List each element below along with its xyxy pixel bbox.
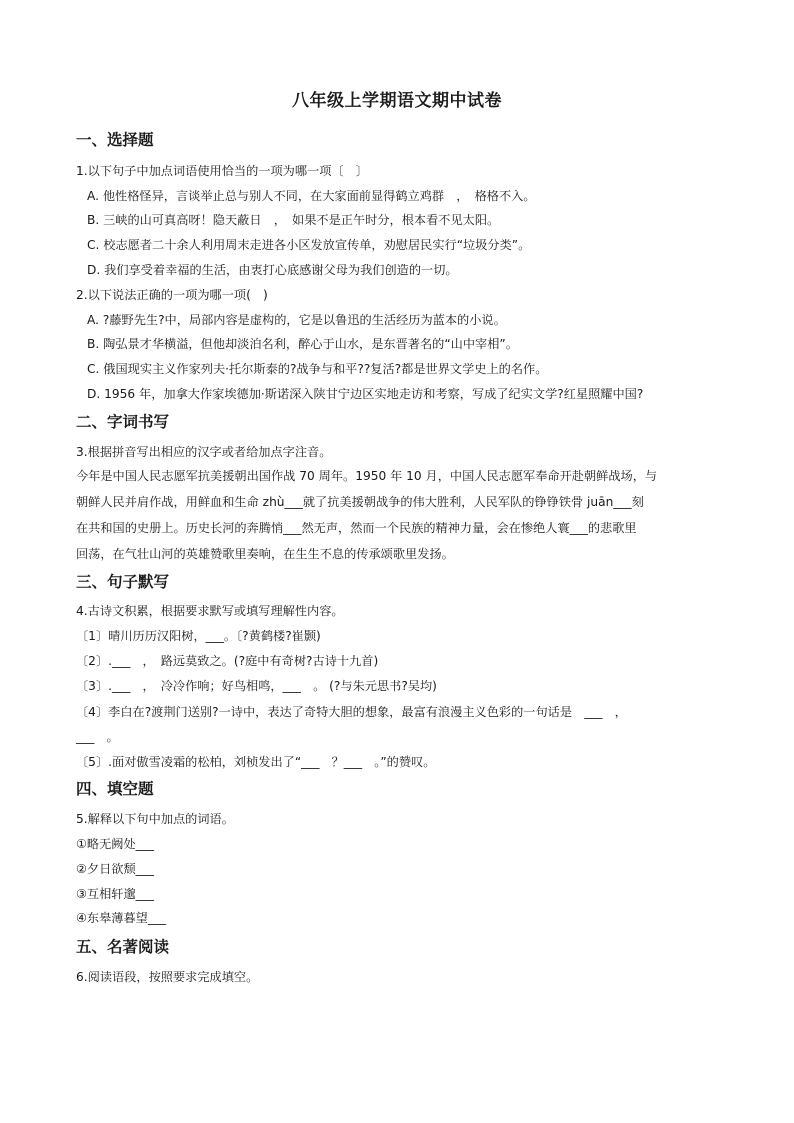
section-heading-fill: 四、填空题 xyxy=(76,780,154,798)
question-3-passage-line: 朝鲜人民并肩作战，用鲜血和生命 zhù___就了抗美援朝战争的伟大胜利，人民军队的铮铮铁骨 juān___刻 xyxy=(76,495,644,509)
question-4-item-1: 〔1〕晴川历历汉阳树，___。〔?黄鹤楼?崔颢) xyxy=(76,629,321,643)
question-2-option-a: A. ?藤野先生?中，局部内容是虚构的，它是以鲁迅的生活经历为蓝本的小说。 xyxy=(87,313,506,327)
question-5-stem: 5.解释以下句中加点的词语。 xyxy=(76,812,234,826)
question-3-passage-line: 在共和国的史册上。历史长河的奔腾悄___然无声，然而一个民族的精神力量，会在惨绝人寰___的悲歌里 xyxy=(76,521,637,535)
question-4-item-4-cont: ___ 。 xyxy=(76,730,119,744)
question-4-item-3: 〔3〕.___ ， 冷冷作响；好鸟相鸣，___ 。 (?与朱元思书?吴均) xyxy=(76,679,437,693)
question-1-option-d: D. 我们享受着幸福的生活，由衷打心底感谢父母为我们创造的一切。 xyxy=(87,263,458,277)
question-1-option-a: A. 他性格怪异，言谈举止总与别人不同，在大家面前显得鹤立鸡群 ， 格格不入。 xyxy=(87,189,536,203)
section-heading-words: 二、字词书写 xyxy=(76,413,170,431)
question-4-item-2: 〔2〕.___ ， 路远莫致之。(?庭中有奇树?古诗十九首) xyxy=(76,654,379,668)
question-1-option-c: C. 校志愿者二十余人利用周末走进各小区发放宣传单，劝慰居民实行“垃圾分类”。 xyxy=(87,238,531,252)
question-1-option-b: B. 三峡的山可真高呀！隐天蔽日 ， 如果不是正午时分，根本看不见太阳。 xyxy=(87,213,500,227)
question-3-passage-line: 回荡，在气壮山河的英雄赞歌里奏响，在生生不息的传承颂歌里发扬。 xyxy=(76,547,454,561)
question-3-stem: 3.根据拼音写出相应的汉字或者给加点字注音。 xyxy=(76,445,332,459)
question-2-option-b: B. 陶弘景才华横溢，但他却淡泊名利，醉心于山水，是东晋著名的“山中宰相”。 xyxy=(87,337,518,351)
question-5-item: ②夕日欲颓___ xyxy=(76,862,154,876)
section-heading-classics: 五、名著阅读 xyxy=(76,938,170,956)
question-4-item-4: 〔4〕李白在?渡荆门送别?一诗中，表达了奇特大胆的想象，最富有浪漫主义色彩的一句话是 ___ ， xyxy=(76,705,627,719)
question-4-item-5: 〔5〕.面对傲雪凌霜的松柏，刘桢发出了“___ ？___ 。”的赞叹。 xyxy=(76,755,436,769)
question-6-stem: 6.阅读语段，按照要求完成填空。 xyxy=(76,970,259,984)
question-1-stem: 1.以下句子中加点词语使用恰当的一项为哪一项〔 〕 xyxy=(76,164,368,178)
question-3-passage-line: 今年是中国人民志愿军抗美援朝出国作战 70 周年。1950 年 10 月，中国人民志愿军奉命开赴朝鲜战场，与 xyxy=(76,469,658,483)
question-2-option-c: C. 俄国现实主义作家列夫·托尔斯泰的?战争与和平??复活?都是世界文学史上的名作。 xyxy=(87,362,548,376)
question-4-stem: 4.古诗文积累，根据要求默写或填写理解性内容。 xyxy=(76,604,344,618)
question-2-option-d: D. 1956 年，加拿大作家埃德加·斯诺深入陕甘宁边区实地走访和考察，写成了纪实文学?红星照耀中国? xyxy=(87,387,644,401)
section-heading-choice: 一、选择题 xyxy=(76,131,154,149)
exam-title: 八年级上学期语文期中试卷 xyxy=(292,91,502,111)
section-heading-recitation: 三、句子默写 xyxy=(76,573,170,591)
question-5-item: ③互相轩邈___ xyxy=(76,887,154,901)
question-5-item: ①略无阙处___ xyxy=(76,837,154,851)
question-5-item: ④东皋薄暮望___ xyxy=(76,911,167,925)
question-2-stem: 2.以下说法正确的一项为哪一项( ) xyxy=(76,288,268,302)
